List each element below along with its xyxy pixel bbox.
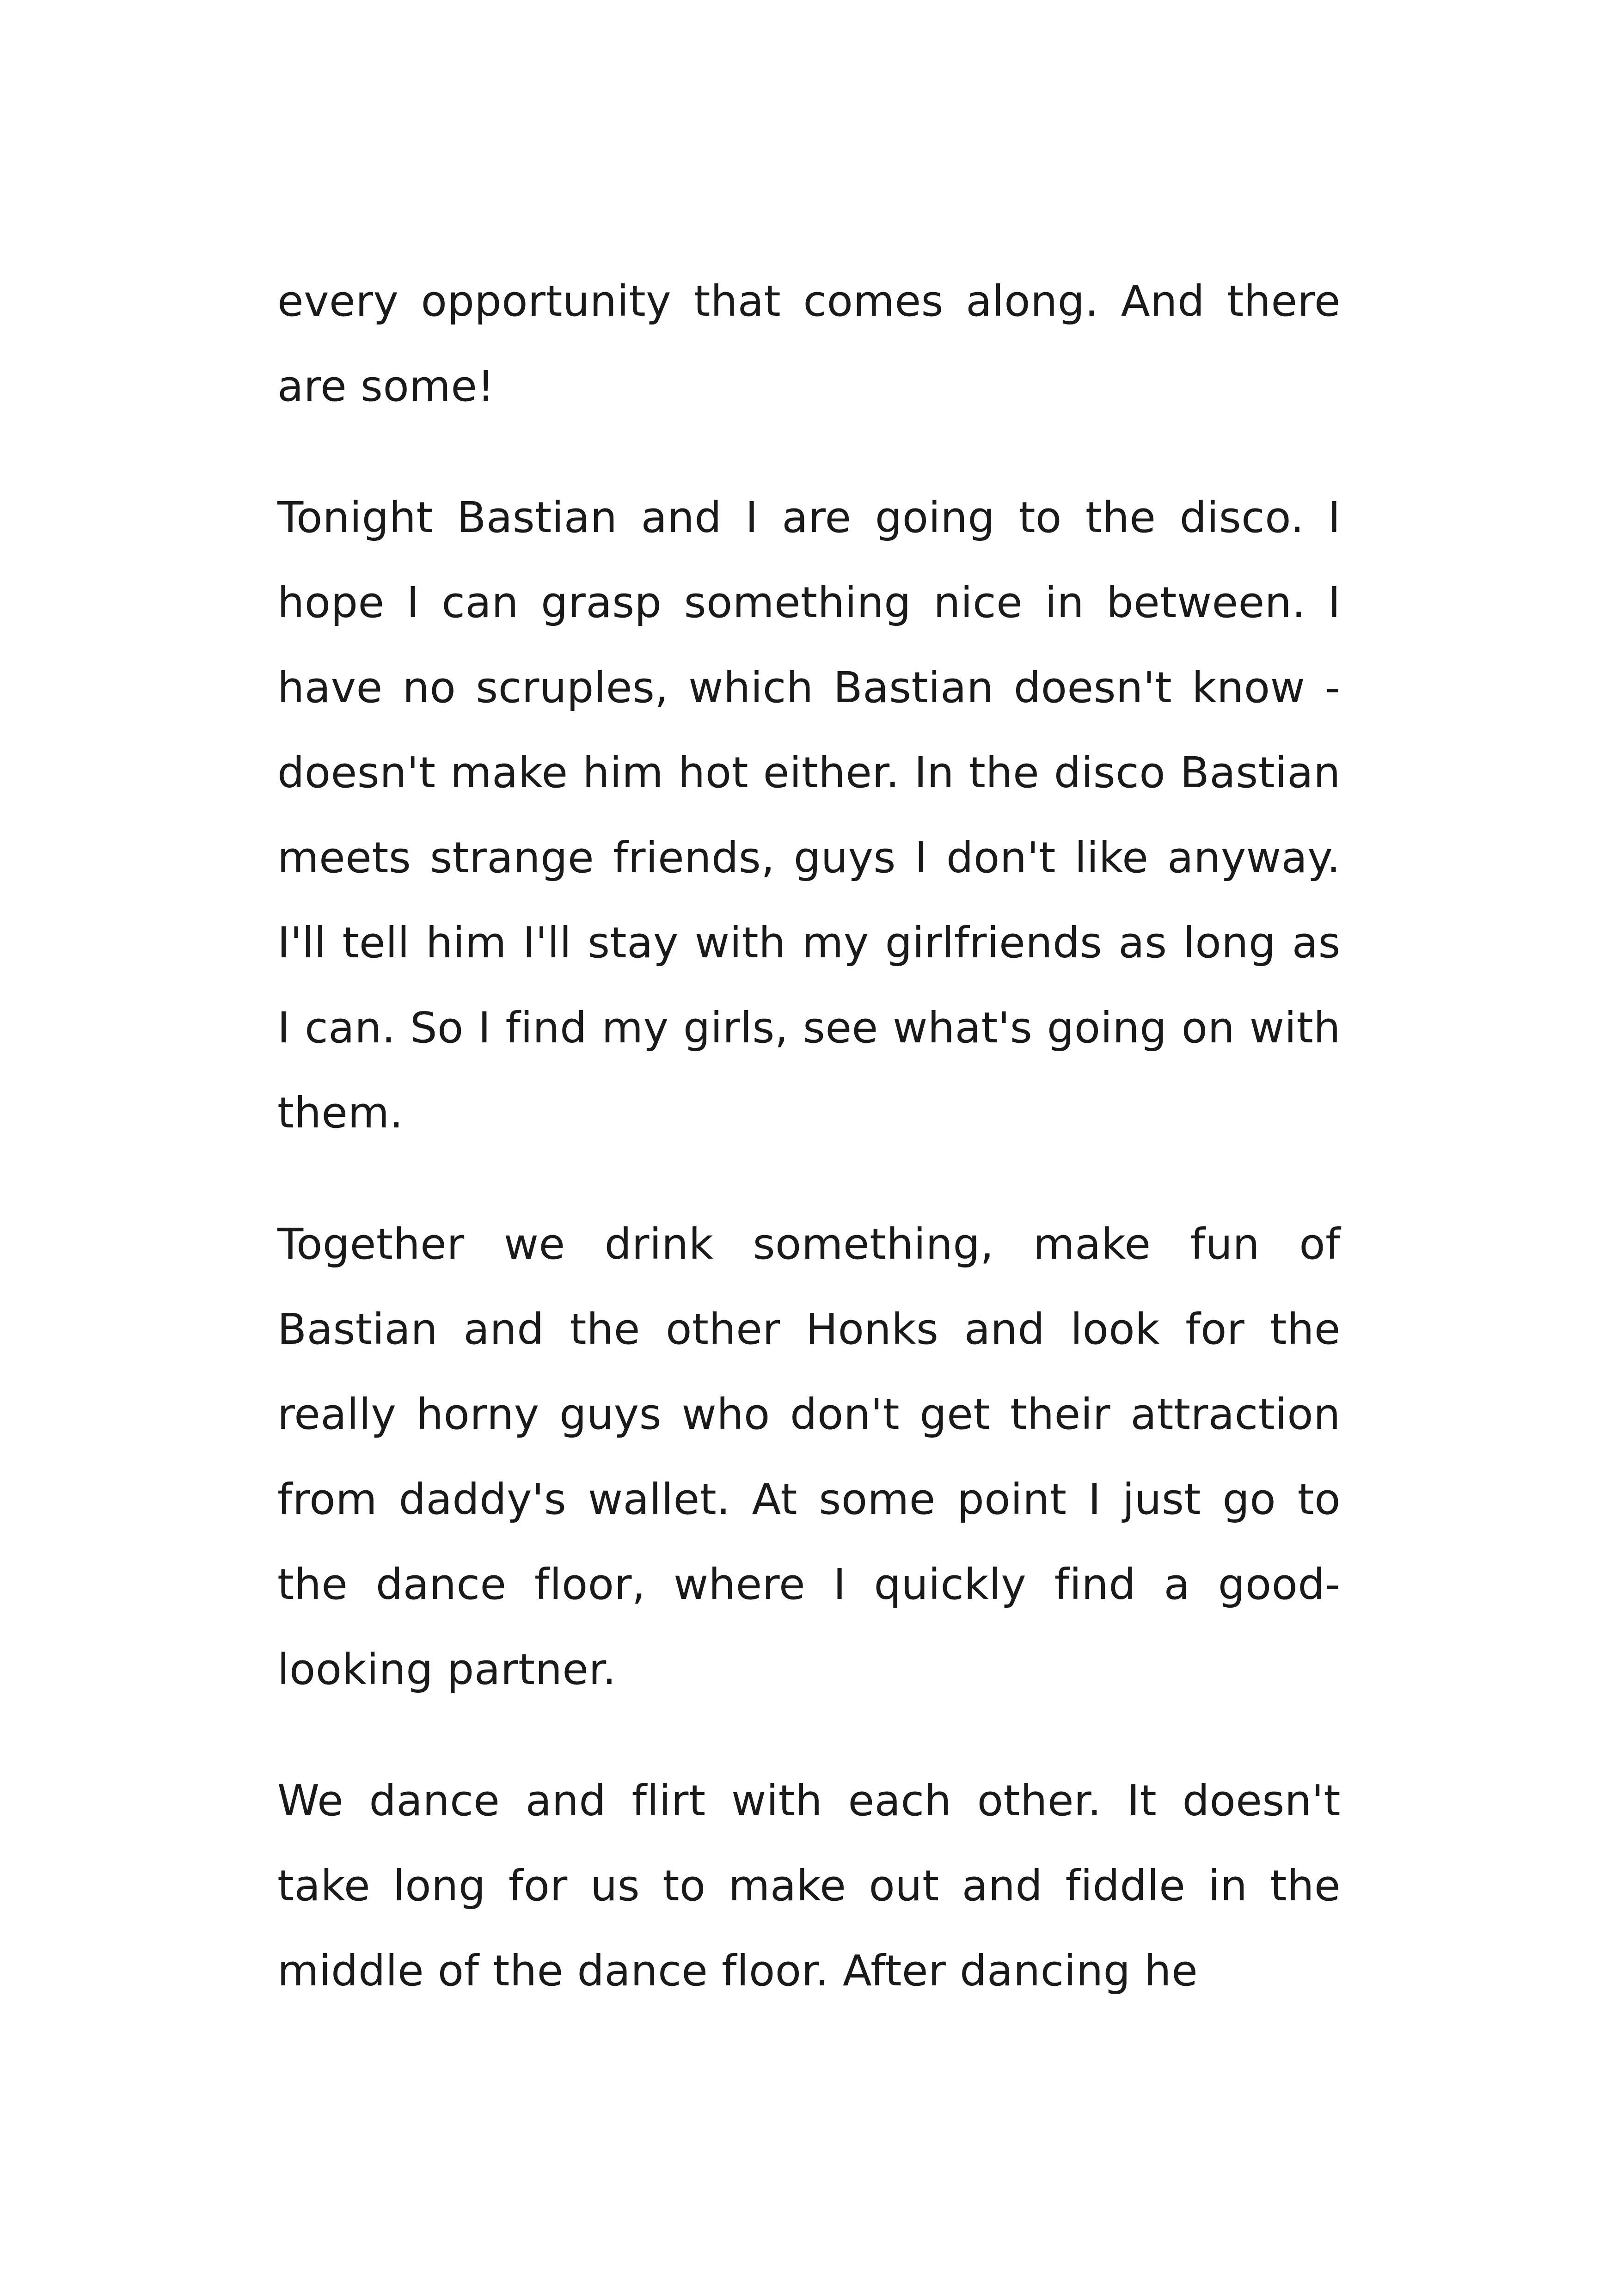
- paragraph: We dance and flirt with each other. It doesn't take long for us to make out and fiddle in the middle of the dance floor. After dancing he: [277, 1776, 1341, 1996]
- paragraph: Together we drink something, make fun of Bastian and the other Honks and look for the really horny guys who don't get their attraction from daddy's wallet. At some point I just go to the dance floor, where I quickly find a good-looking partner.: [277, 1219, 1341, 1694]
- paragraph: Tonight Bastian and I are going to the disco. I hope I can grasp something nice in between. I have no scruples, which Bastian doesn't know - doesn't make him hot either. In the disco Bastian meets strange friends, guys I don't like anyway. I'll tell him I'll stay with my girlfriends as long as I can. So I find my girls, see what's going on with them.: [277, 493, 1341, 1138]
- body-text: [277, 259, 1341, 2060]
- paragraph: every opportunity that comes along. And there are some!: [277, 276, 1341, 411]
